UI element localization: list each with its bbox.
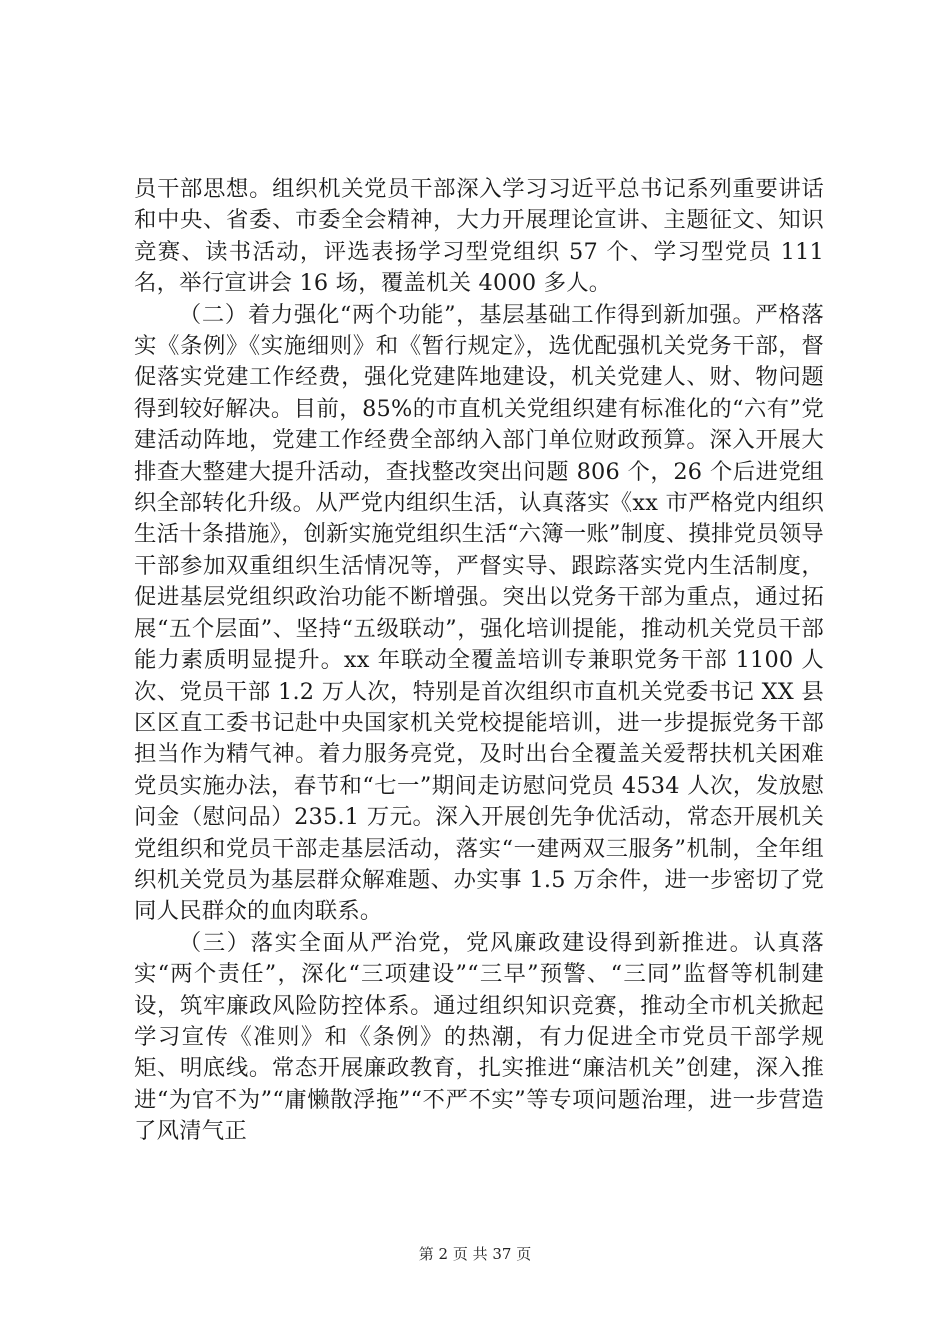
paragraph-2: （二）着力强化“两个功能”，基层基础工作得到新加强。严格落实《条例》《实施细则》和《暂行规定》，选优配强机关党务干部，督促落实党建工作经费，强化党建阵地建设，机关党建人、财、物问题得到较好解决。目前，85%的市直机关党组织建有标准化的“六有”党建活动阵地，党建工作经费全部纳入部门单位财政预算。深入开展大排查大整建大提升活动，查找整改突出问题 806 个，26 个后进党组织全部转化升级。从严党内组织生活，认真落实《xx 市严格党内组织生活十条措施》，创新实施党组织生活“六簿一账”制度、摸排党员领导干部参加双重组织生活情况等，严督实导、跟踪落实党内生活制度，促进基层党组织政治功能不断增强。突出以党务干部为重点，通过拓展“五个层面”、坚持“五级联动”，强化培训提能，推动机关党员干部能力素质明显提升。xx 年联动全覆盖培训专兼职党务干部 1100 人次、党员干部 1.2 万人次，特别是首次组织市直机关党委书记 XX 县区区直工委书记赴中央国家机关党校提能培训，进一步提振党务干部担当作为精气神。着力服务亮党，及时出台全覆盖关爱帮扶机关困难党员实施办法，春节和“七一”期间走访慰问党员 4534 人次，发放慰问金（慰问品）235.1 万元。深入开展创先争优活动，常态开展机关党组织和党员干部走基层活动，落实“一建两双三服务”机制，全年组织机关党员为基层群众解难题、办实事 1.5 万余件，进一步密切了党同人民群众的血肉联系。	[134, 301, 824, 925]
document-body	[134, 174, 824, 1148]
page-number-footer: 第 2 页 共 37 页	[418, 1245, 532, 1263]
paragraph-1: 员干部思想。组织机关党员干部深入学习习近平总书记系列重要讲话和中央、省委、市委全会精神，大力开展理论宣讲、主题征文、知识竞赛、读书活动，评选表扬学习型党组织 57 个、学习型党员 111 名，举行宣讲会 16 场，覆盖机关 4000 多人。	[134, 176, 824, 297]
paragraph-3: （三）落实全面从严治党，党风廉政建设得到新推进。认真落实“两个责任”，深化“三项建设”“三早”预警、“三同”监督等机制建设，筑牢廉政风险防控体系。通过组织知识竞赛，推动全市机关掀起学习宣传《准则》和《条例》的热潮，有力促进全市党员干部学规矩、明底线。常态开展廉政教育，扎实推进“廉洁机关”创建，深入推进“为官不为”“庸懒散浮拖”“不严不实”等专项问题治理，进一步营造了风清气正	[134, 929, 824, 1145]
